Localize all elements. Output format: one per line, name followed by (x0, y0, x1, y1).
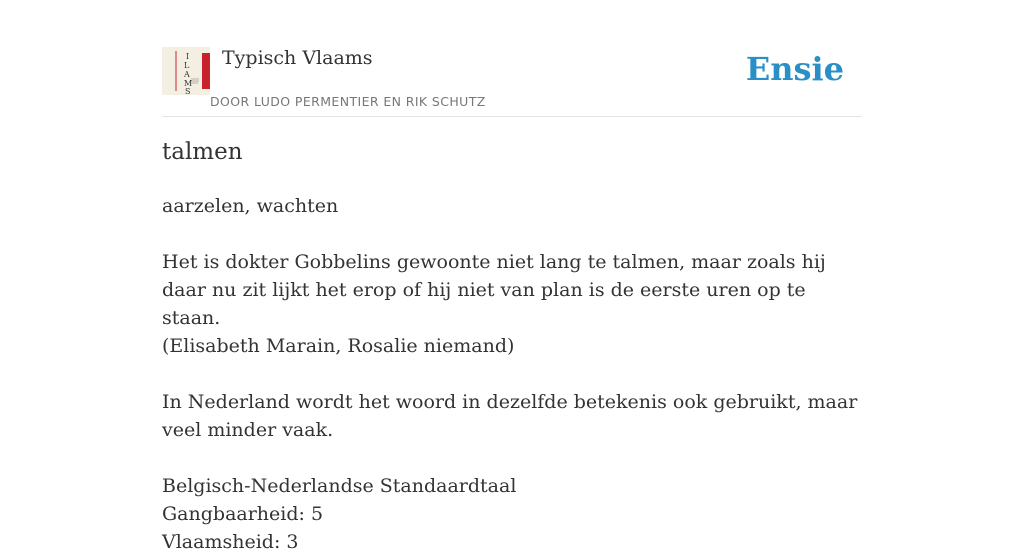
svg-text:L: L (184, 61, 190, 70)
entry-category: Belgisch-Nederlandse Standaardtaal (162, 475, 517, 497)
svg-text:A: A (184, 70, 190, 79)
paragraph-gap (162, 360, 862, 388)
entry-usage-note: In Nederland wordt het woord in dezelfde betekenis ook gebruikt, maar veel minder vaak. (162, 391, 858, 441)
entry-quote: Het is dokter Gobbelins gewoonte niet lang te talmen, maar zoals hij daar nu zit lijkt het erop of hij niet van plan is de eerste uren op te staan. (162, 251, 826, 329)
ensie-logo-link[interactable]: Ensie (745, 50, 844, 88)
svg-text:M: M (184, 79, 193, 88)
entry-definition: aarzelen, wachten (162, 195, 339, 217)
svg-text:S: S (185, 87, 191, 96)
paragraph-gap (162, 444, 862, 472)
book-authors: DOOR LUDO PERMENTIER EN RIK SCHUTZ (210, 94, 486, 109)
book-cover-image (162, 47, 210, 95)
entry-term: talmen (162, 139, 243, 165)
svg-text:I: I (186, 52, 190, 61)
book-title[interactable]: Typisch Vlaams (222, 47, 373, 69)
paragraph-gap (162, 220, 862, 248)
entry-quote-source: (Elisabeth Marain, Rosalie niemand) (162, 335, 515, 357)
entry-vlaamsheid: Vlaamsheid: 3 (162, 531, 299, 553)
entry-gangbaarheid: Gangbaarheid: 5 (162, 503, 324, 525)
page-header (162, 44, 862, 117)
book-cover-avatar[interactable] (162, 47, 210, 95)
entry-content (162, 192, 862, 556)
